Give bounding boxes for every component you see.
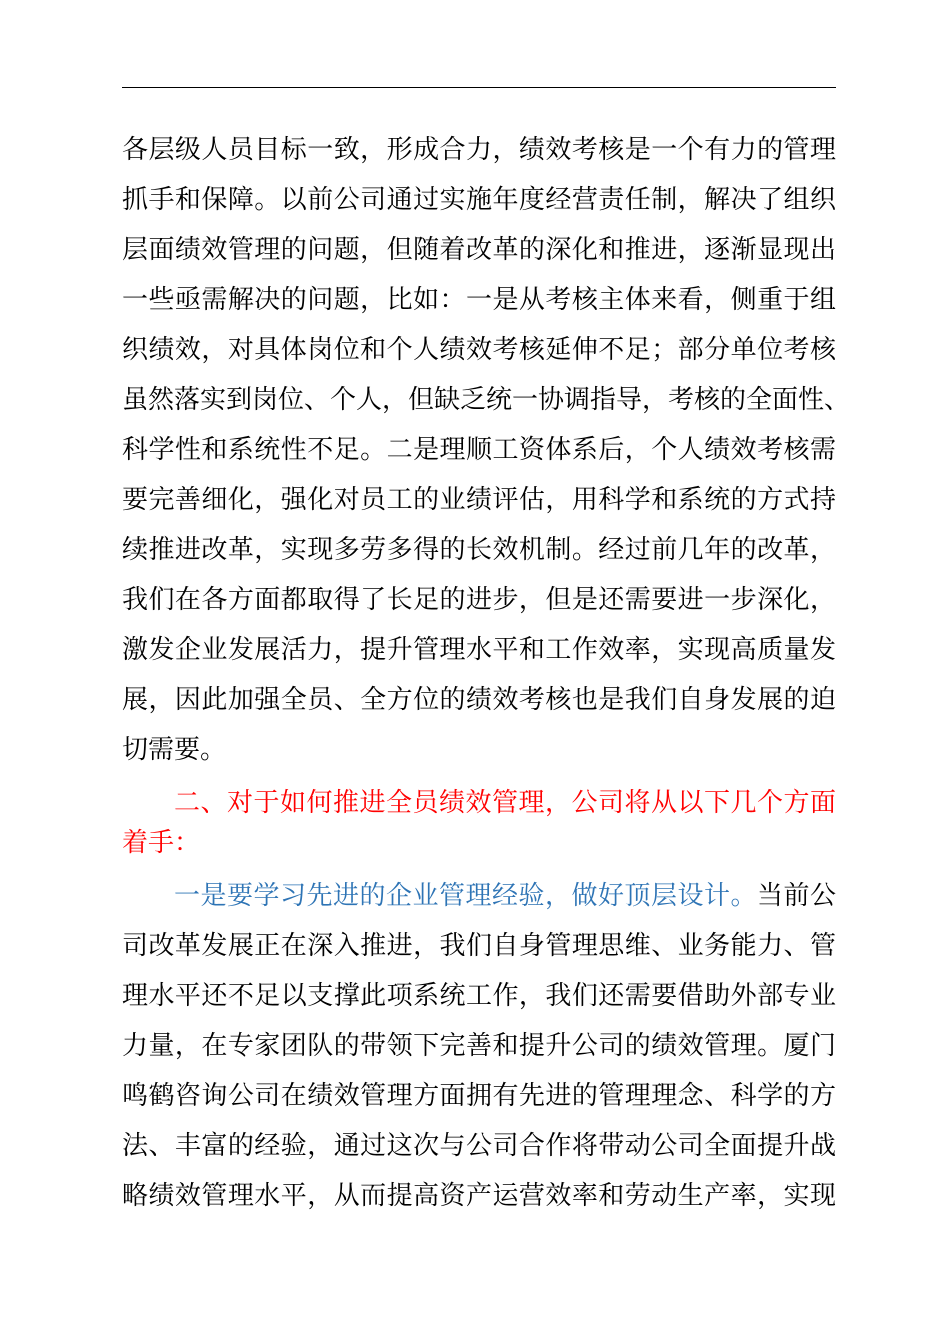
text-line: 司改革发展正在深入推进，我们自身管理思维、业务能力、管 [122, 931, 836, 961]
text-line: 法、丰富的经验，通过这次与公司合作将带动公司全面提升战 [122, 1131, 836, 1161]
text-line: 展，因此加强全员、全方位的绩效考核也是我们自身发展的迫 [122, 685, 836, 715]
section-heading-line: 二、对于如何推进全员绩效管理，公司将从以下几个方面 [174, 788, 836, 818]
text-line: 虽然落实到岗位、个人，但缺乏统一协调指导，考核的全面性、 [122, 385, 851, 415]
text-line: 鸣鹤咨询公司在绩效管理方面拥有先进的管理理念、科学的方 [122, 1081, 836, 1111]
document-body [122, 125, 851, 1221]
header-rule [122, 87, 836, 88]
lead-sentence: 一是要学习先进的企业管理经验，做好顶层设计。 [174, 881, 757, 911]
text-line: 层面绩效管理的问题，但随着改革的深化和推进，逐渐显现出 [122, 235, 836, 265]
text-line: 织绩效，对具体岗位和个人绩效考核延伸不足；部分单位考核 [122, 335, 836, 365]
lead-continuation: 当前公 [756, 881, 836, 911]
text-line: 各层级人员目标一致，形成合力，绩效考核是一个有力的管理 [122, 135, 836, 165]
text-line: 科学性和系统性不足。二是理顺工资体系后，个人绩效考核需 [122, 435, 836, 465]
text-line: 略绩效管理水平，从而提高资产运营效率和劳动生产率，实现 [122, 1181, 836, 1211]
text-line: 理水平还不足以支撑此项系统工作，我们还需要借助外部专业 [122, 981, 836, 1011]
section-heading-line: 着手： [122, 828, 201, 858]
text-line: 我们在各方面都取得了长足的进步，但是还需要进一步深化， [122, 585, 836, 615]
text-line: 切需要。 [122, 735, 227, 765]
text-line: 续推进改革，实现多劳多得的长效机制。经过前几年的改革， [122, 535, 836, 565]
text-line: 一些亟需解决的问题，比如：一是从考核主体来看，侧重于组 [122, 285, 836, 315]
paragraph-performance-background [122, 125, 851, 775]
text-line [122, 871, 836, 921]
text-line: 要完善细化，强化对员工的业绩评估，用科学和系统的方式持 [122, 485, 836, 515]
text-line: 抓手和保障。以前公司通过实施年度经营责任制，解决了组织 [122, 185, 836, 215]
text-line: 激发企业发展活力，提升管理水平和工作效率，实现高质量发 [122, 635, 836, 665]
text-line: 力量，在专家团队的带领下完善和提升公司的绩效管理。厦门 [122, 1031, 836, 1061]
section-heading [122, 783, 836, 863]
paragraph-learning-experience [122, 871, 836, 1221]
